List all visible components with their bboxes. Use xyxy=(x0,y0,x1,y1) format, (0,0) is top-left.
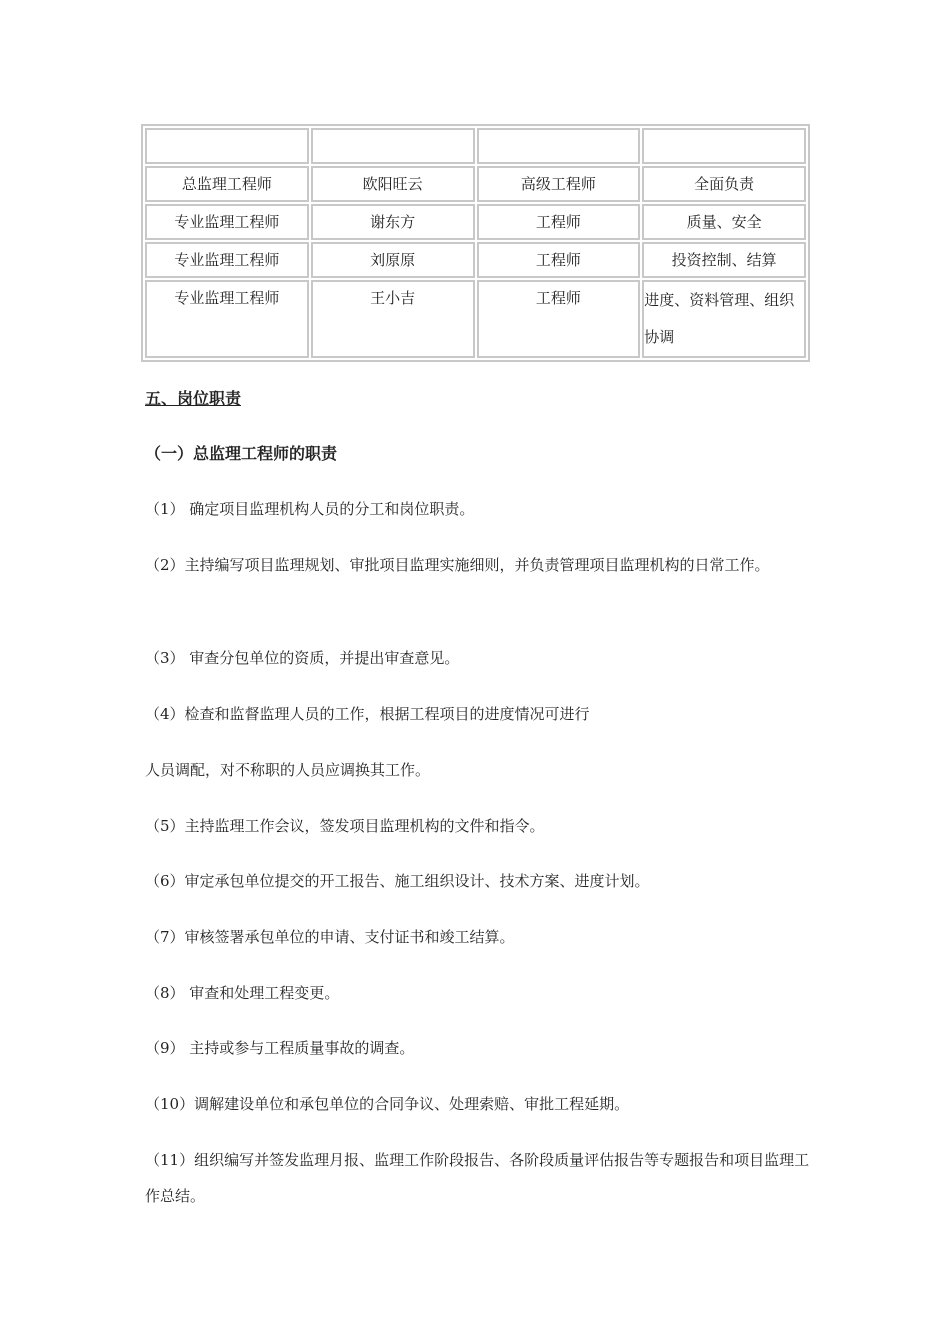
table-cell-name: 刘原原 xyxy=(311,242,475,278)
duty-item-8: （8） 审查和处理工程变更。 xyxy=(145,984,340,1002)
duty-item-6: （6）审定承包单位提交的开工报告、施工组织设计、技术方案、进度计划。 xyxy=(145,872,650,890)
table-cell-name: 欧阳旺云 xyxy=(311,166,475,202)
table-cell xyxy=(642,128,806,164)
table-cell xyxy=(145,128,309,164)
table-cell-title: 工程师 xyxy=(477,204,641,240)
duty-item-11: （11）组织编写并签发监理月报、监理工作阶段报告、各阶段质量评估报告等专题报告和项目监理工作总结。 xyxy=(145,1151,810,1205)
table-cell xyxy=(477,128,641,164)
staff-table xyxy=(141,124,810,362)
duty-item-1: （1） 确定项目监理机构人员的分工和岗位职责。 xyxy=(145,500,475,518)
duty-item-2: （2）主持编写项目监理规划、审批项目监理实施细则，并负责管理项目监理机构的日常工作。 xyxy=(145,556,770,574)
duty-item-3: （3） 审查分包单位的资质，并提出审查意见。 xyxy=(145,649,460,667)
table-cell-title: 高级工程师 xyxy=(477,166,641,202)
table-cell-title: 工程师 xyxy=(477,280,641,358)
table-cell-name: 谢东方 xyxy=(311,204,475,240)
duty-item-5: （5）主持监理工作会议，签发项目监理机构的文件和指令。 xyxy=(145,817,545,835)
table-header-row xyxy=(145,128,806,164)
duty-item-4-continued: 人员调配，对不称职的人员应调换其工作。 xyxy=(145,761,431,779)
table-cell-role: 专业监理工程师 xyxy=(145,204,309,240)
sub-heading: （一）总监理工程师的职责 xyxy=(145,444,338,463)
duty-item-9: （9） 主持或参与工程质量事故的调查。 xyxy=(145,1039,415,1057)
table-row xyxy=(145,166,806,202)
table-cell-duty: 质量、安全 xyxy=(642,204,806,240)
duty-item-10: （10）调解建设单位和承包单位的合同争议、处理索赔、审批工程延期。 xyxy=(145,1095,630,1113)
section-heading: 五、岗位职责 xyxy=(145,389,242,408)
table-row xyxy=(145,204,806,240)
table-cell-role: 总监理工程师 xyxy=(145,166,309,202)
duty-item-4: （4）检查和监督监理人员的工作，根据工程项目的进度情况可进行 xyxy=(145,705,590,723)
table-cell-duty: 投资控制、结算 xyxy=(642,242,806,278)
table-row xyxy=(145,280,806,358)
table-cell-duty: 进度、资料管理、组织协调 xyxy=(642,280,806,358)
table-cell-role: 专业监理工程师 xyxy=(145,242,309,278)
table-row xyxy=(145,242,806,278)
table-cell-duty: 全面负责 xyxy=(642,166,806,202)
table-cell-name: 王小吉 xyxy=(311,280,475,358)
table-cell-title: 工程师 xyxy=(477,242,641,278)
table-cell xyxy=(311,128,475,164)
table-cell-role: 专业监理工程师 xyxy=(145,280,309,358)
duty-item-7: （7）审核签署承包单位的申请、支付证书和竣工结算。 xyxy=(145,928,515,946)
